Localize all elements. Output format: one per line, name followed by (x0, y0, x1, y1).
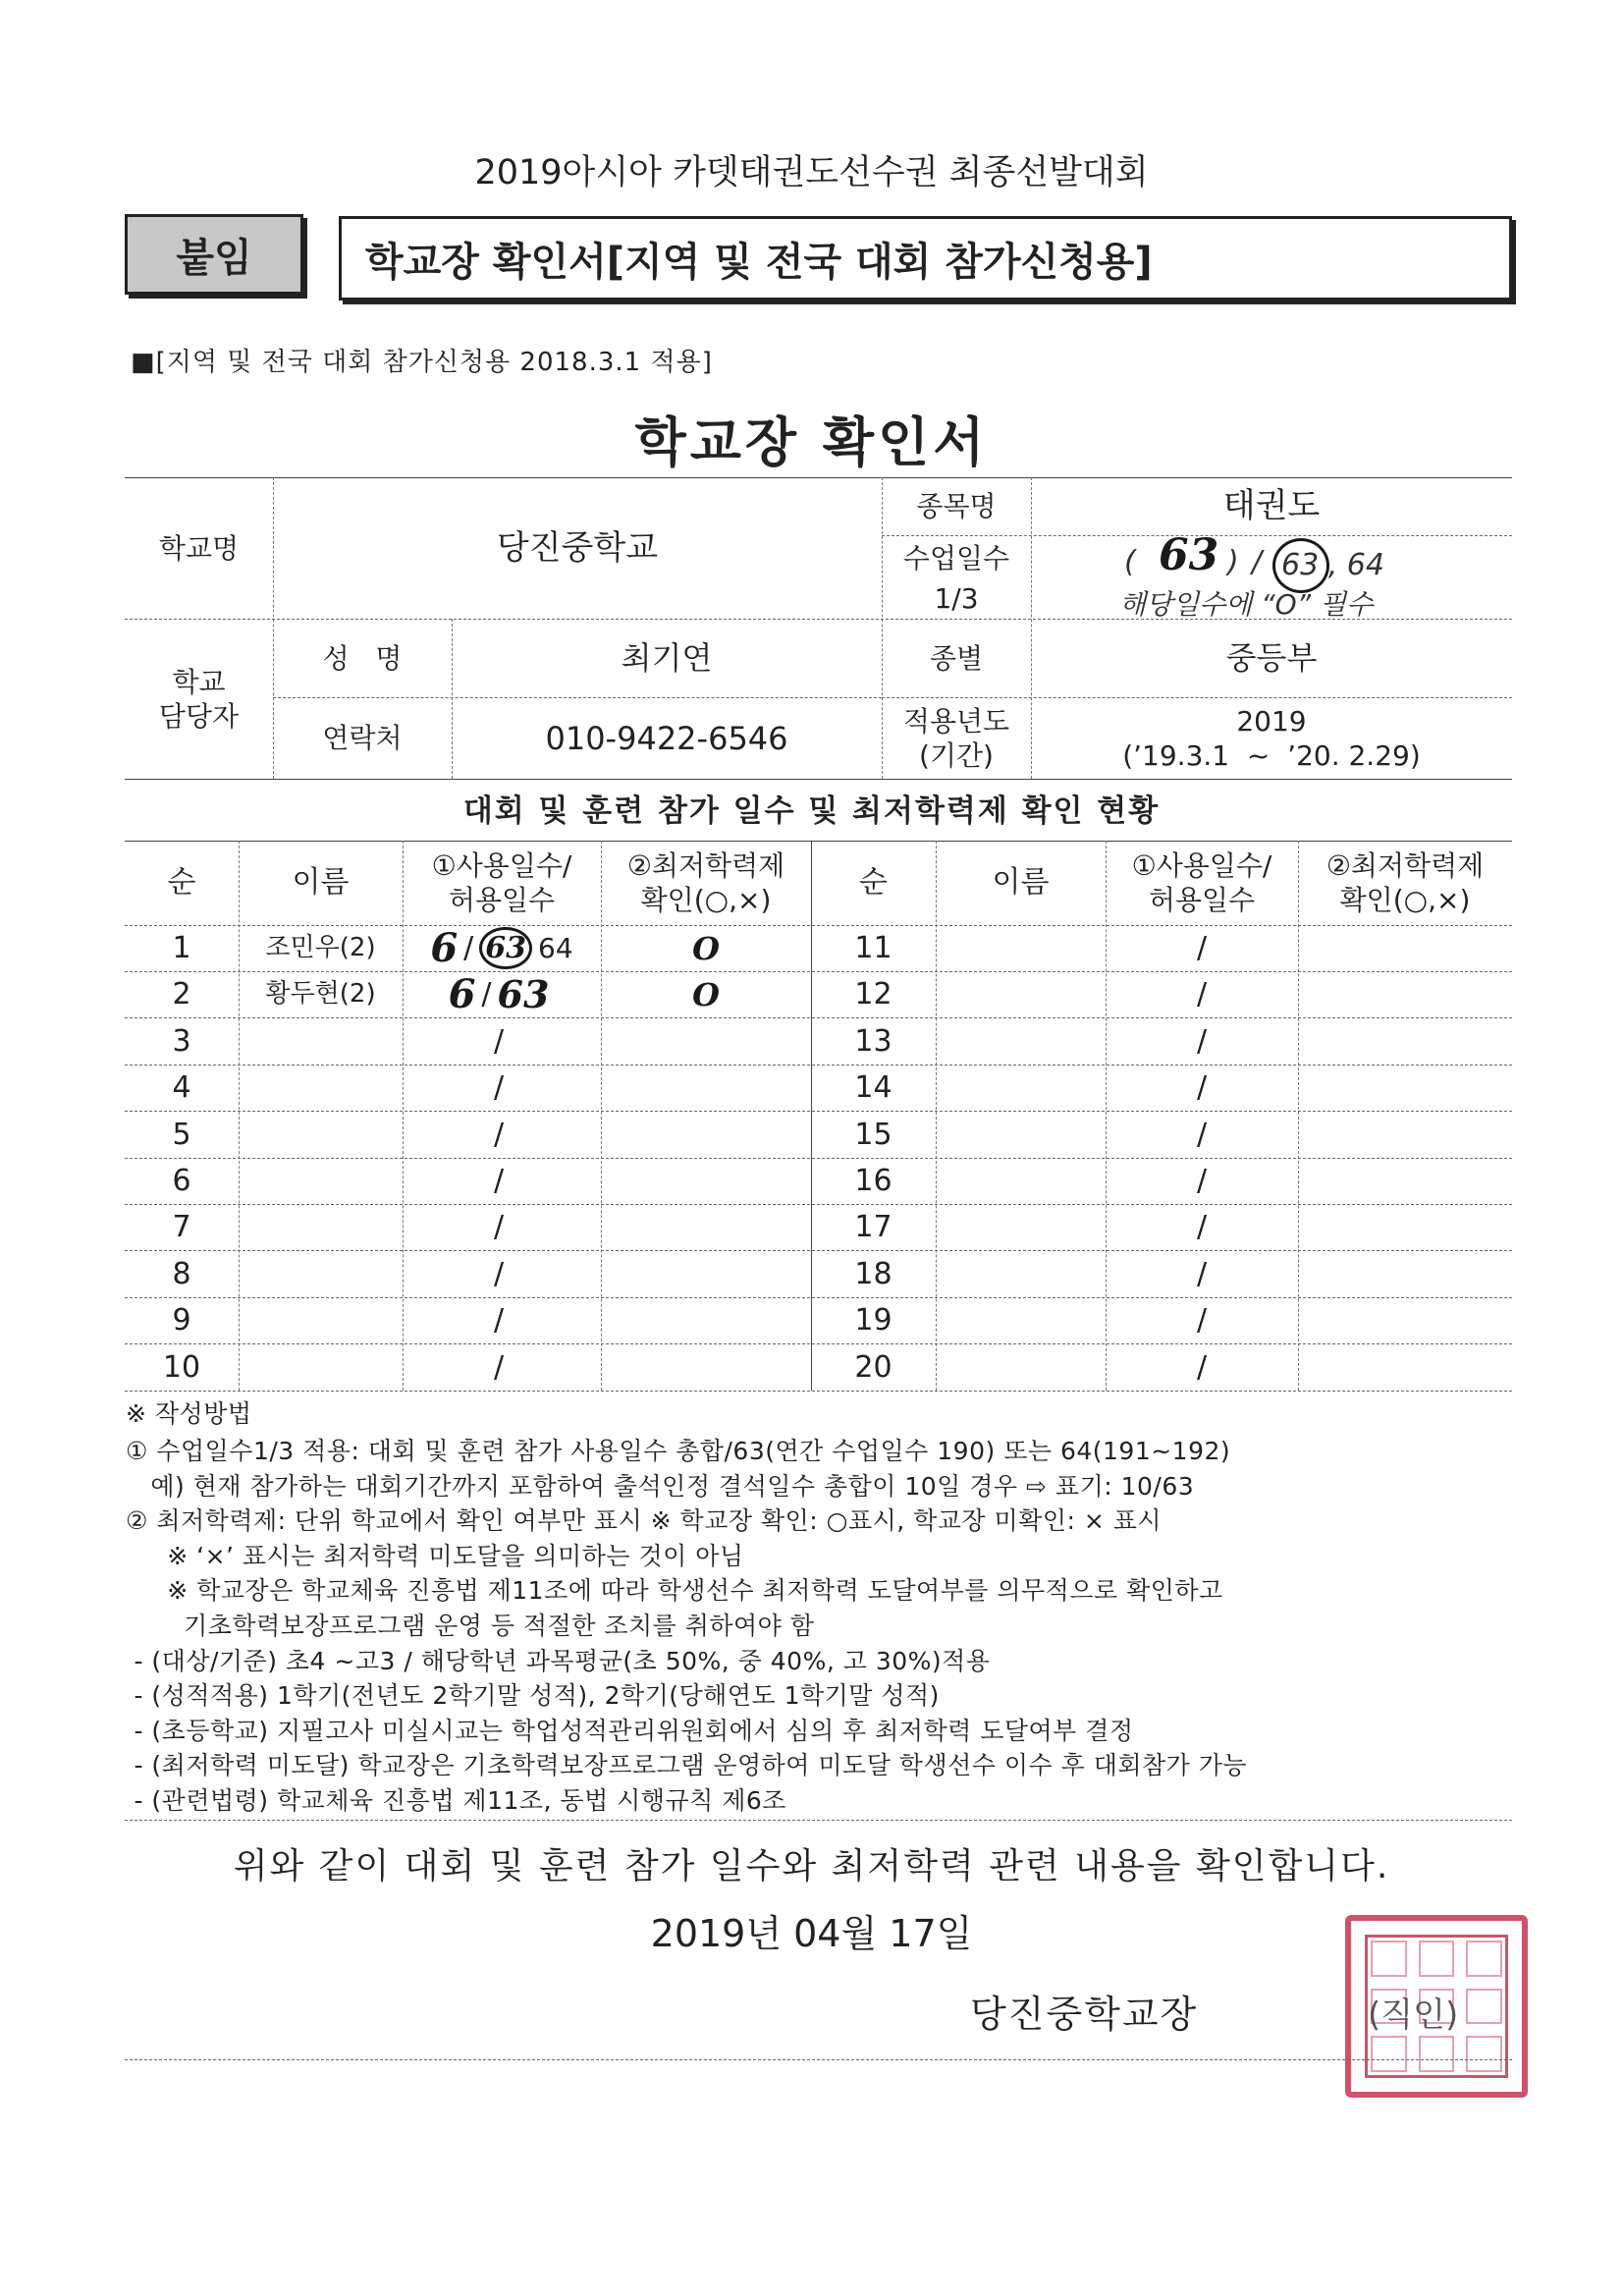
row-no-right: 19 (854, 1302, 893, 1338)
row-name (239, 1158, 403, 1204)
row-name (239, 1251, 403, 1297)
row-no: 3 (172, 1023, 191, 1059)
method-heading: ※ 작성방법 (126, 1399, 252, 1428)
sport-label: 종목명 (916, 490, 997, 522)
year-label-line1: 적용년도 (902, 704, 1010, 738)
method-line: 예) 현재 참가하는 대회기간까지 포함하여 출석인정 결석일수 총합이 10일 경우 ⇨ 표기: 10/63 (126, 1471, 1195, 1501)
row-min-check (601, 1065, 811, 1111)
row-no: 1 (172, 930, 191, 965)
main-heading: 학교장 확인서 (634, 411, 989, 473)
row-used-allowed (403, 1158, 601, 1204)
header-no-right: 순 (859, 865, 888, 901)
method-line: - (최저학력 미도달) 학교장은 기초학력보장프로그램 운영하여 미도달 학생선수 이수 후 대회참가 가능 (126, 1751, 1248, 1780)
event-title: 2019아시아 카뎃태권도선수권 최종선발대회 (474, 153, 1149, 192)
seal-text: (직인) (1368, 1995, 1459, 2035)
row-no: 2 (172, 976, 191, 1011)
principal: 당진중학교장 (970, 1993, 1199, 2036)
row-allowed-extra: 64 (538, 932, 573, 964)
row-used-allowed (403, 1204, 601, 1250)
class-days-fraction: 1/3 (934, 581, 979, 615)
class-days-slash: / (1252, 545, 1263, 579)
row-min-check (601, 1158, 811, 1204)
sport: 태권도 (1222, 486, 1321, 526)
row-slash-right: / (1196, 1302, 1208, 1338)
row-no-right: 11 (854, 930, 893, 965)
header-min-line1: ②최저학력제 (626, 849, 785, 882)
row-slash: / (493, 1069, 505, 1105)
method-line: ① 수업일수1/3 적용: 대회 및 훈련 참가 사용일수 총합/63(연간 수업일수 190) 또는 64(191~192) (126, 1437, 1231, 1465)
row-used-allowed (403, 1251, 601, 1297)
row-min-check (601, 1344, 811, 1391)
method-line: - (대상/기준) 초4 ~고3 / 해당학년 과목평균(초 50%, 중 40%, 고 30%)적용 (126, 1646, 991, 1675)
method-line: - (관련법령) 학교체육 진흥법 제11조, 동법 시행규칙 제6조 (126, 1786, 786, 1815)
status-title: 대회 및 훈련 참가 일수 및 최저학력제 확인 현황 (462, 793, 1161, 829)
contact: 010-9422-6546 (545, 719, 788, 757)
row-no-right: 18 (854, 1256, 893, 1291)
method-line: ※ ‘×’ 표시는 최저학력 미도달을 의미하는 것이 아님 (126, 1541, 744, 1570)
row-used: 6 (430, 924, 459, 971)
row-slash-right: / (1196, 976, 1208, 1011)
row-name (239, 1065, 403, 1111)
row-used-allowed (403, 971, 601, 1017)
class-days-options: 63 , 64 (1281, 548, 1384, 582)
class-days-label: 수업일수 (902, 541, 1010, 574)
method-line: - (성적적용) 1학기(전년도 2학기말 성적), 2학기(당해연도 1학기말 성적) (126, 1681, 940, 1711)
row-slash: / (481, 976, 492, 1011)
row-min-check (601, 1297, 811, 1343)
row-no-right: 16 (854, 1163, 893, 1198)
row-slash-right: / (1196, 1349, 1208, 1385)
row-slash: / (493, 1163, 505, 1198)
row-name: 조민우(2) (265, 933, 376, 963)
school-name: 당진중학교 (496, 527, 659, 568)
status-row-line (125, 1391, 1512, 1392)
manager-name: 최기연 (621, 639, 713, 677)
row-min-check (601, 1251, 811, 1297)
row-no: 8 (172, 1256, 191, 1291)
year-label (882, 697, 1031, 779)
header-min-line2: 확인(○,×) (640, 884, 772, 916)
category-label: 종별 (929, 641, 984, 675)
manager-label-line1: 학교 (172, 665, 226, 698)
row-slash-right: / (1196, 1209, 1208, 1244)
manager-label (125, 619, 273, 779)
row-slash-right: / (1196, 1023, 1208, 1059)
row-used-allowed (403, 1112, 601, 1158)
row-name: 황두현(2) (265, 979, 376, 1010)
date: 2019년 04월 17일 (650, 1912, 973, 1955)
row-slash-right: / (1196, 930, 1208, 965)
row-slash: / (493, 1256, 505, 1291)
row-name (239, 1112, 403, 1158)
header-used-right (1106, 841, 1298, 925)
method-line: 기초학력보장프로그램 운영 등 적절한 조치를 취하여야 함 (126, 1612, 815, 1640)
header-used-right-line1: ①사용일수/ (1131, 849, 1272, 882)
method-line: ② 최저학력제: 단위 학교에서 확인 여부만 표시 ※ 학교장 확인: ○표시, 학교장 미확인: × 표시 (126, 1506, 1163, 1536)
row-name (239, 1344, 403, 1391)
row-no-right: 15 (854, 1117, 893, 1152)
row-no-right: 14 (854, 1069, 893, 1105)
row-slash: / (493, 1209, 505, 1244)
row-no: 6 (172, 1163, 191, 1198)
row-min-check: O (692, 929, 720, 967)
header-name: 이름 (292, 865, 350, 901)
row-used: 6 (448, 970, 476, 1017)
contact-label: 연락처 (322, 722, 403, 754)
row-no-right: 17 (854, 1209, 893, 1244)
row-slash-right: / (1196, 1163, 1208, 1198)
header-name-right: 이름 (992, 865, 1050, 901)
row-min-check (601, 1112, 811, 1158)
row-name (239, 1204, 403, 1250)
row-used-allowed (403, 1018, 601, 1065)
row-no: 9 (172, 1302, 191, 1338)
year-value: 2019 (1236, 704, 1307, 738)
document-title: 학교장 확인서[지역 및 전국 대회 참가신청용] (339, 216, 1512, 301)
row-slash: / (493, 1302, 505, 1338)
row-name (239, 1297, 403, 1343)
row-no-right: 12 (854, 976, 893, 1011)
name-label: 성 명 (322, 641, 403, 675)
header-used (403, 841, 601, 925)
header-used-line2: 허용일수 (448, 884, 556, 916)
row-no-right: 13 (854, 1023, 893, 1059)
row-min-check: O (692, 975, 720, 1013)
apply-note: ■[지역 및 전국 대회 참가신청용 2018.3.1 적용] (131, 348, 713, 377)
row-no: 5 (172, 1117, 191, 1152)
category: 중등부 (1225, 639, 1318, 677)
year-label-line2: (기간) (919, 738, 994, 772)
class-days-open: ( (1124, 545, 1136, 579)
school-name-label: 학교명 (158, 531, 240, 565)
row-slash: / (493, 1117, 505, 1152)
header-used-line1: ①사용일수/ (431, 849, 572, 882)
row-no-right: 20 (854, 1349, 893, 1385)
header-min-right (1298, 841, 1512, 925)
method-line: ※ 학교장은 학교체육 진흥법 제11조에 따라 학생선수 최저학력 도달여부를 의무적으로 확인하고 (126, 1576, 1223, 1606)
method-line: - (초등학교) 지필고사 미실시교는 학업성적관리위원회에서 심의 후 최저학력 도달여부 결정 (126, 1716, 1134, 1745)
row-slash-right: / (1196, 1069, 1208, 1105)
manager-label-line2: 담당자 (158, 699, 240, 733)
row-slash-right: / (1196, 1117, 1208, 1152)
attachment-label: 붙임 (125, 214, 303, 295)
class-days-value: 63 (1159, 530, 1219, 580)
row-used-allowed (403, 1065, 601, 1111)
row-allowed: 63 (497, 971, 550, 1016)
header-min (601, 841, 811, 925)
info-bottom-line (125, 779, 1512, 780)
row-slash: / (463, 930, 474, 965)
row-used-allowed (403, 1297, 601, 1343)
confirm-text: 위와 같이 대회 및 훈련 참가 일수와 최저학력 관련 내용을 확인합니다. (233, 1846, 1390, 1886)
row-used-allowed (403, 925, 601, 971)
row-allowed: 63 (479, 927, 532, 970)
row-min-check (601, 1018, 811, 1065)
row-name (239, 1018, 403, 1065)
class-days-note: 해당일수에 “O” 필수 (1119, 588, 1374, 621)
period-value: (’19.3.1 ~ ’20. 2.29) (1122, 738, 1421, 772)
row-used-allowed (403, 1344, 601, 1391)
header-used-right-line2: 허용일수 (1148, 884, 1256, 916)
row-slash: / (493, 1349, 505, 1385)
row-slash: / (493, 1023, 505, 1059)
method-bottom-line (125, 1820, 1512, 1821)
header-min-right-line1: ②최저학력제 (1325, 849, 1485, 882)
header-no: 순 (167, 865, 196, 901)
header-min-right-line2: 확인(○,×) (1339, 884, 1471, 916)
row-no: 4 (172, 1069, 191, 1105)
row-no: 10 (162, 1349, 201, 1385)
row-min-check (601, 1204, 811, 1250)
footer-bottom-line (125, 2059, 1512, 2060)
class-days-close: ) (1227, 545, 1239, 579)
year-period (1031, 697, 1512, 779)
row-slash-right: / (1196, 1256, 1208, 1291)
row-no: 7 (172, 1209, 191, 1244)
